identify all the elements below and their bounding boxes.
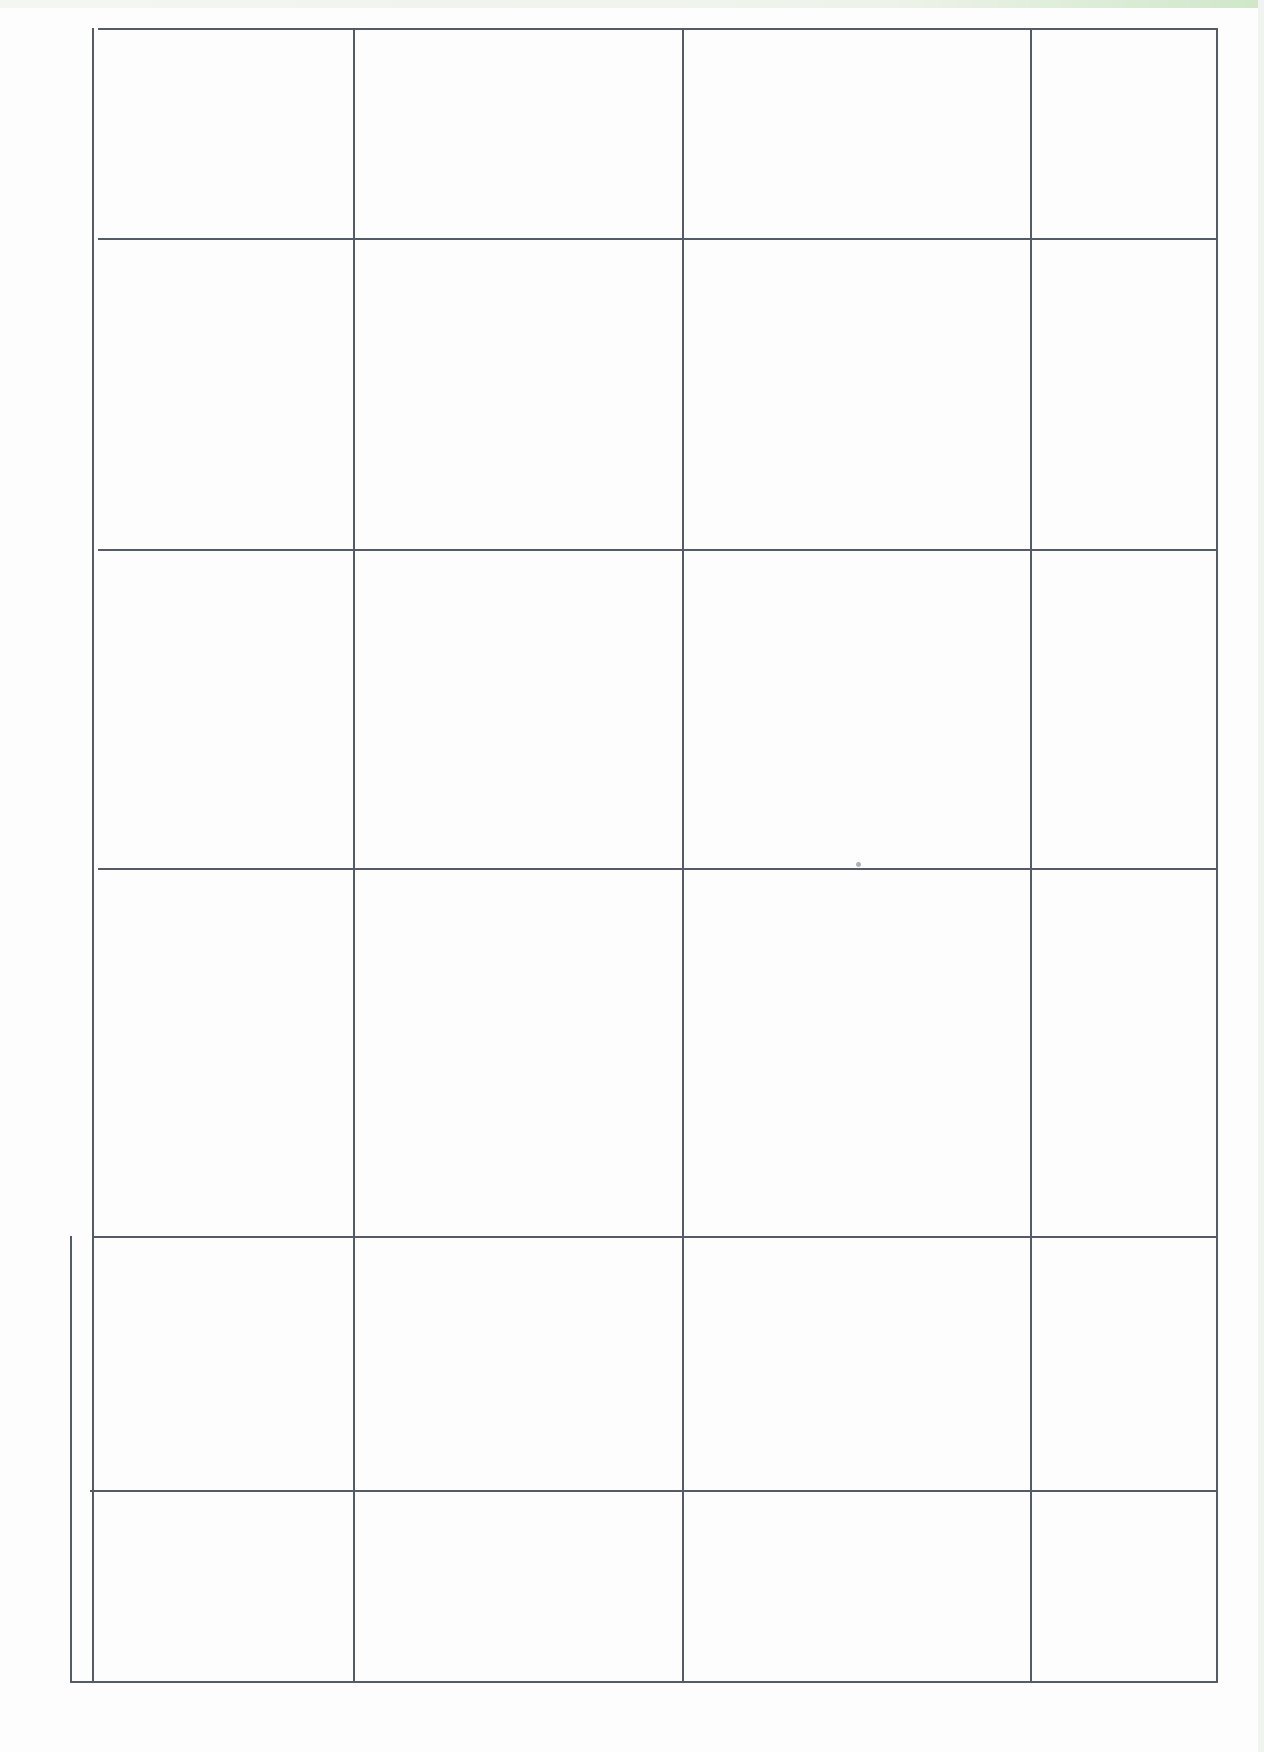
table-col-line xyxy=(682,28,684,1682)
table-col-line xyxy=(1216,28,1218,1682)
scan-edge xyxy=(0,0,1264,8)
lesson-plan-table xyxy=(70,28,1248,1688)
scan-edge-right xyxy=(1258,0,1264,1752)
table-row-line xyxy=(90,1490,1218,1492)
table-col-line xyxy=(353,28,355,1682)
table-row-line xyxy=(98,238,1218,240)
table-border-bottom xyxy=(70,1681,1218,1683)
table-col-line xyxy=(70,1236,72,1682)
table-col-line xyxy=(1030,28,1032,1682)
col-a-item3 xyxy=(250,1060,550,1360)
table-border-top xyxy=(98,28,1218,30)
table-row-line xyxy=(98,549,1218,551)
